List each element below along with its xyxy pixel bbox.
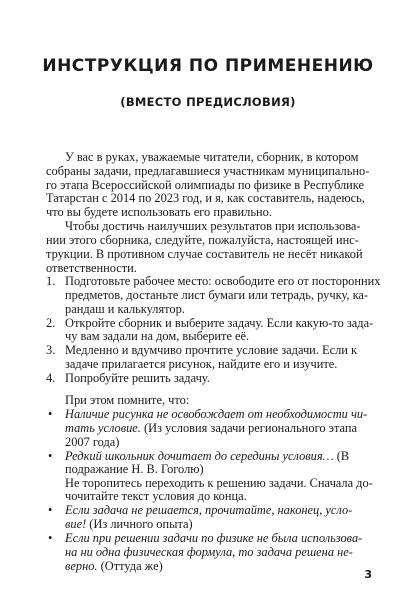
source-note: (Оттуда же) [97, 559, 163, 573]
step-line: Медленно и вдумчиво прочтите условие задачи. Если к [65, 343, 358, 358]
remember-lead: При этом помните, что: [65, 392, 190, 407]
italic-quote: вие! [65, 517, 87, 532]
bullet-line [65, 477, 373, 491]
intro-line: трукции. В противном случае составитель не несёт никакой [46, 246, 363, 261]
bullet-line [65, 546, 353, 560]
source-note: (Из условия задачи регионального этапа [140, 420, 358, 435]
page-number: 3 [364, 568, 372, 581]
step-line: Попробуйте решить задачу. [65, 371, 210, 385]
source-note: чочитайте текст условия до конца. [65, 489, 247, 504]
source-note: (Из личного опыта) [86, 517, 193, 532]
italic-quote: на ни одна физическая формула, то задача решена не- [65, 545, 353, 560]
bullet-line [65, 560, 163, 574]
source-note: Не торопитесь переходить к решению задачи. Сначала до- [65, 475, 373, 490]
source-note: 2007 года) [65, 434, 120, 449]
intro-line: что вы будете использовать его правильно. [46, 204, 272, 219]
step-line: чу вам задали на дом, выберите её. [65, 329, 250, 344]
bullet-line [65, 490, 247, 504]
bullet-line [65, 422, 357, 436]
intro-line: Татарстан с 2014 по 2023 год, и я, как составитель, надеюсь, [46, 190, 365, 205]
italic-quote: Редкий школьник дочитает до середины условия… [65, 448, 334, 463]
intro-line: нии этого сборника, следуйте, пожалуйста, настоящей инс- [46, 232, 359, 247]
bullet-line [65, 463, 204, 477]
intro-line: ответственности. [46, 260, 137, 275]
italic-quote: Наличие рисунка не освобождает от необходимости чи- [65, 406, 368, 421]
step-line: предметов, достаньте лист бумаги или тетрадь, ручку, ка- [65, 288, 369, 303]
bullet-line [65, 504, 352, 518]
step-line: Откройте сборник и выберите задачу. Если какую-то зада- [65, 316, 374, 331]
italic-quote: Если при решении задачи по физике не была использова- [65, 531, 363, 546]
bullet-line [65, 518, 193, 532]
step-number: 2. [46, 316, 56, 331]
step-line: задаче прилагается рисунок, найдите его и изучите. [65, 357, 338, 372]
italic-quote: тать условие. [65, 420, 141, 435]
bullet-marker: • [48, 406, 53, 421]
intro-line: У вас в руках, уважаемые читатели, сборник, в котором [65, 150, 359, 164]
page-subtitle: (ВМЕСТО ПРЕДИСЛОВИЯ) [120, 95, 296, 109]
intro-line: Чтобы достичь наилучших результатов при использова- [65, 218, 361, 233]
source-note: подражание Н. В. Гоголю) [65, 461, 204, 476]
bullet-marker: • [48, 531, 53, 546]
intro-line: собраны задачи, предлагавшиеся участникам муниципально- [46, 163, 370, 178]
italic-quote: верно. [65, 559, 98, 573]
step-number: 4. [46, 371, 56, 385]
step-line: рандаш и калькулятор. [65, 302, 185, 317]
bullet-line [65, 408, 367, 422]
bullet-marker: • [48, 503, 53, 518]
bullet-line [65, 532, 362, 546]
page-title: ИНСТРУКЦИЯ ПО ПРИМЕНЕНИЮ [42, 56, 374, 76]
step-number: 3. [46, 343, 56, 358]
intro-line: го этапа Всероссийской олимпиады по физике в Республике [46, 177, 364, 192]
italic-quote: Если задача не решается, прочитайте, наконец, усло- [65, 503, 353, 518]
bullet-line [65, 436, 119, 450]
step-number: 1. [46, 274, 56, 289]
source-note: (В [333, 448, 350, 463]
step-line: Подготовьте рабочее место: освободите его от посторонних [65, 274, 381, 289]
bullet-marker: • [48, 448, 53, 463]
